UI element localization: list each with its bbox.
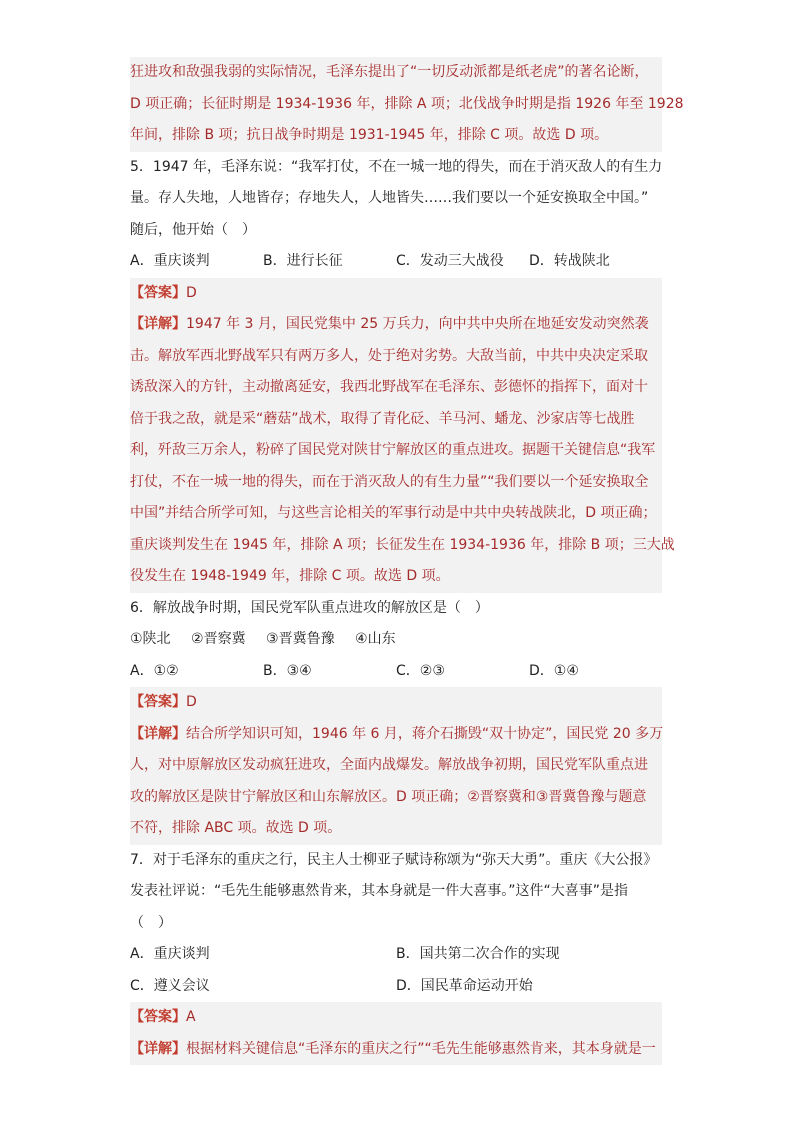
detail-text: 根据材料关键信息“毛泽东的重庆之行”“毛先生能够惠然肯来，其本身就是一 [186,1040,656,1057]
option-d: D．①④ [529,662,579,679]
question-6-detail-3: 攻的解放区是陕甘宁解放区和山东解放区。D 项正确；②晋察冀和③晋冀鲁豫与题意 [130,782,662,814]
question-5-line-3: 随后，他开始（ ） [130,221,256,238]
question-5-detail-9: 役发生在 1948-1949 年，排除 C 项。故选 D 项。 [130,561,662,593]
question-5-answer [130,278,662,310]
carry-line-1: 狂进攻和敌强我弱的实际情况，毛泽东提出了“一切反动派都是纸老虎”的著名论断， [130,57,662,89]
question-5-detail-5: 利，歼敌三万余人，粉碎了国民党对陕甘宁解放区的重点进攻。据题干关键信息“我军 [130,435,662,467]
question-5-detail-7: 中国”并结合所学可知，与这些言论相关的军事行动是中共中央转战陕北，D 项正确； [130,498,662,530]
option-b: B．③④ [263,662,312,679]
detail-tag: 【详解】 [130,725,186,742]
option-b: B．国共第二次合作的实现 [396,946,560,962]
option-d: D．国民革命运动开始 [396,977,533,994]
detail-text: 结合所学知识可知，1946 年 6 月，蒋介石撕毁“双十协定”，国民党 20 多万 [186,725,664,742]
question-7-answer [130,1002,662,1034]
detail-tag: 【详解】 [130,1040,186,1057]
option-d: D．转战陕北 [529,253,610,269]
option-b: B．进行长征 [263,253,343,269]
question-6-detail-1 [130,719,662,751]
question-7-line-3: （ ） [130,914,172,931]
answer-value: A [186,1009,196,1025]
option-c: C．发动三大战役 [396,253,504,269]
answer-value: D [186,694,197,710]
carry-line-3: 年间，排除 B 项；抗日战争时期是 1931-1945 年，排除 C 项。故选 D 项。 [130,120,662,152]
carry-line-2: D 项正确；长征时期是 1934-1936 年，排除 A 项；北伐战争时期是指 1926 年至 1928 [130,89,662,121]
item-4: ④山东 [355,631,396,647]
question-6-items [130,624,662,656]
option-c: C．遵义会议 [130,977,210,994]
item-1: ①陕北 [130,631,171,647]
answer-value: D [186,284,197,301]
question-5-line-2: 量。存人失地，人地皆存；存地失人，人地皆失……我们要以一个延安换取全中国。” [130,190,649,206]
question-6-options [130,656,662,688]
detail-tag: 【详解】 [130,316,186,332]
document-page [130,57,684,1065]
question-7-options-row-1 [130,939,662,971]
answer-tag: 【答案】 [130,1009,186,1025]
option-a: A．①② [130,662,179,679]
option-a: A．重庆谈判 [130,253,210,269]
question-5-detail-2: 击。解放军西北野战军只有两万多人，处于绝对劣势。大敌当前，中共中央决定采取 [130,341,662,373]
question-5-detail-6: 打仗，不在一城一地的得失，而在于消灭敌人的有生力量”“我们要以一个延安换取全 [130,467,662,499]
question-6-line-1: 6．解放战争时期，国民党军队重点进攻的解放区是（ ） [130,599,489,616]
question-5-detail-1 [130,309,662,341]
question-5-detail-8: 重庆谈判发生在 1945 年，排除 A 项；长征发生在 1934-1936 年，排除 B 项；三大战 [130,530,662,562]
item-3: ③晋冀鲁豫 [266,631,335,647]
question-5-detail-3: 诱敌深入的方针，主动撤离延安，我西北野战军在毛泽东、彭德怀的指挥下，面对十 [130,372,662,404]
question-5-detail-4: 倍于我之敌，就是采“蘑菇”战术，取得了青化砭、羊马河、蟠龙、沙家店等七战胜 [130,404,662,436]
answer-tag: 【答案】 [130,284,186,301]
question-7-detail-1 [130,1034,662,1066]
question-5-options [130,246,662,278]
option-c: C．②③ [396,662,445,679]
question-7-line-2: 发表社评说：“毛先生能够惠然肯来，其本身就是一件大喜事。”这件“大喜事”是指 [130,883,629,899]
detail-text: 1947 年 3 月，国民党集中 25 万兵力，向中共中央所在地延安发动突然袭 [186,316,649,332]
question-6-detail-4: 不符，排除 ABC 项。故选 D 项。 [130,813,662,845]
item-2: ②晋察冀 [191,631,246,647]
question-5-line-1: 5．1947 年，毛泽东说：“我军打仗，不在一城一地的得失，而在于消灭敌人的有生力 [130,158,663,175]
question-6-detail-2: 人，对中原解放区发动疯狂进攻，全面内战爆发。解放战争初期，国民党军队重点进 [130,750,662,782]
question-7-line-1: 7．对于毛泽东的重庆之行，民主人士柳亚子赋诗称颂为“弥天大勇”。重庆《大公报》 [130,851,658,868]
option-a: A．重庆谈判 [130,946,210,962]
answer-tag: 【答案】 [130,694,186,710]
question-7-options-row-2 [130,971,662,1003]
question-6-answer [130,687,662,719]
